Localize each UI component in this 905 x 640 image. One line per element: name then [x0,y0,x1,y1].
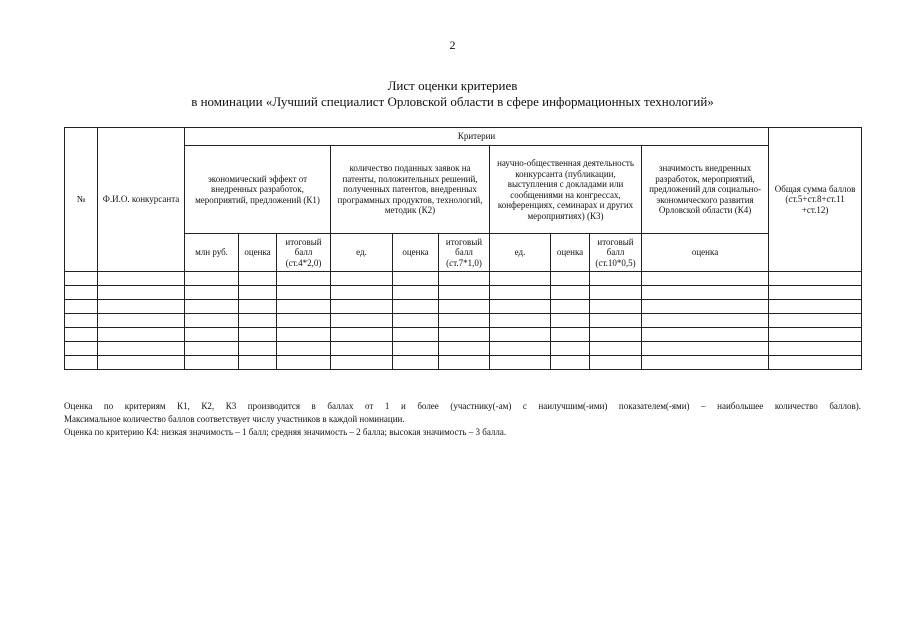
table-cell [642,300,769,314]
header-k3-total: итоговый балл (ст.10*0,5) [590,234,642,272]
table-cell [277,356,331,370]
table-cell [331,342,393,356]
header-k3: научно-общественная деятельность конкурсанта (публикации, выступления с докладами или сообщениями на конгрессах, конференциях, семинарах и других мероприятиях) (К3) [490,146,642,234]
table-cell [642,272,769,286]
header-k2-unit: ед. [331,234,393,272]
table-cell [590,328,642,342]
table-cell [769,286,862,300]
table-cell [185,272,239,286]
note-line-3: Оценка по критерию К4: низкая значимость – 1 балл; средняя значимость – 2 балла; высокая значимость – 3 балла. [64,427,507,437]
table-cell [642,286,769,300]
header-k4: значимость внедренных разработок, мероприятий, предложений для социально-экономического развития Орловской области (К4) [642,146,769,234]
table-cell [439,342,490,356]
table-cell [769,300,862,314]
table-cell [490,300,551,314]
criteria-evaluation-table [64,127,862,370]
table-cell [769,328,862,342]
table-cell [490,314,551,328]
table-cell [439,328,490,342]
table-cell [551,342,590,356]
header-k1-unit: млн руб. [185,234,239,272]
table-cell [185,300,239,314]
page-number: 2 [449,38,456,52]
table-cell [65,342,98,356]
table-cell [98,356,185,370]
header-criteria: Критерии [185,128,769,146]
table-cell [393,286,439,300]
table-cell [185,328,239,342]
title-line-2: в номинации «Лучший специалист Орловской области в сфере информационных технологий» [191,94,714,109]
table-cell [239,356,277,370]
table-row [65,300,862,314]
table-cell [393,314,439,328]
table-cell [98,314,185,328]
table-cell [490,286,551,300]
table-cell [490,356,551,370]
table-cell [239,342,277,356]
header-k1-total: итоговый балл (ст.4*2,0) [277,234,331,272]
table-cell [239,286,277,300]
header-contestant-name: Ф.И.О. конкурсанта [98,128,185,272]
table-cell [590,342,642,356]
table-cell [185,342,239,356]
table-cell [98,342,185,356]
table-cell [393,300,439,314]
table-cell [769,342,862,356]
table-cell [239,314,277,328]
header-k3-unit: ед. [490,234,551,272]
table-cell [185,314,239,328]
table-cell [551,356,590,370]
header-k2-total: итоговый балл (ст.7*1,0) [439,234,490,272]
table-cell [331,286,393,300]
table-cell [65,300,98,314]
header-k1-score: оценка [239,234,277,272]
header-number: № [65,128,98,272]
table-cell [590,314,642,328]
title-line-1: Лист оценки критериев [387,78,518,93]
table-cell [277,272,331,286]
table-cell [277,342,331,356]
table-row [65,314,862,328]
table-cell [185,356,239,370]
note-line-1: Оценка по критериям К1, К2, К3 производится в баллах от 1 и более (участнику(-ам) с наилучшим(-ими) показателем(-ями) – наибольшее количество баллов). [64,401,861,411]
note-line-2: Максимальное количество баллов соответствует числу участников в каждой номинации. [64,414,405,424]
table-cell [642,342,769,356]
table-cell [239,300,277,314]
table-cell [490,342,551,356]
table-cell [393,342,439,356]
table-cell [590,300,642,314]
table-row [65,286,862,300]
table-cell [65,272,98,286]
table-cell [65,356,98,370]
table-cell [65,286,98,300]
table-row [65,342,862,356]
table-cell [490,272,551,286]
table-row [65,272,862,286]
table-cell [439,272,490,286]
table-cell [331,300,393,314]
notes [64,400,861,439]
table-cell [331,272,393,286]
table-cell [769,272,862,286]
table-cell [769,314,862,328]
table-cell [642,356,769,370]
table-cell [590,356,642,370]
header-k1: экономический эффект от внедренных разработок, мероприятий, предложений (К1) [185,146,331,234]
table-cell [239,272,277,286]
table-cell [185,286,239,300]
table-cell [490,328,551,342]
table-cell [393,272,439,286]
table-cell [277,286,331,300]
table-cell [393,328,439,342]
table-cell [439,286,490,300]
table-cell [551,328,590,342]
table-cell [393,356,439,370]
table-cell [331,328,393,342]
document-title [0,78,905,110]
header-k3-score: оценка [551,234,590,272]
table-cell [277,314,331,328]
table-cell [65,328,98,342]
table-cell [331,356,393,370]
table-cell [439,300,490,314]
header-k2-score: оценка [393,234,439,272]
table-cell [439,314,490,328]
table-cell [277,300,331,314]
table-cell [277,328,331,342]
table-cell [551,314,590,328]
header-k2: количество поданных заявок на патенты, положительных решений, полученных патентов, внедренных программных продуктов, технологий, методик (К2) [331,146,490,234]
table-cell [590,286,642,300]
table-cell [551,286,590,300]
table-row [65,356,862,370]
header-k4-score: оценка [642,234,769,272]
header-total-score: Общая сумма баллов (ст.5+ст.8+ст.11 +ст.12) [769,128,862,272]
table-cell [590,272,642,286]
table-cell [769,356,862,370]
table-row [65,328,862,342]
table-cell [331,314,393,328]
table-cell [98,272,185,286]
table-cell [98,328,185,342]
table-cell [65,314,98,328]
table-cell [239,328,277,342]
table-body [65,272,862,370]
table-cell [642,328,769,342]
table-cell [551,300,590,314]
table-cell [551,272,590,286]
table-cell [439,356,490,370]
table-cell [98,300,185,314]
table-cell [642,314,769,328]
table-cell [98,286,185,300]
